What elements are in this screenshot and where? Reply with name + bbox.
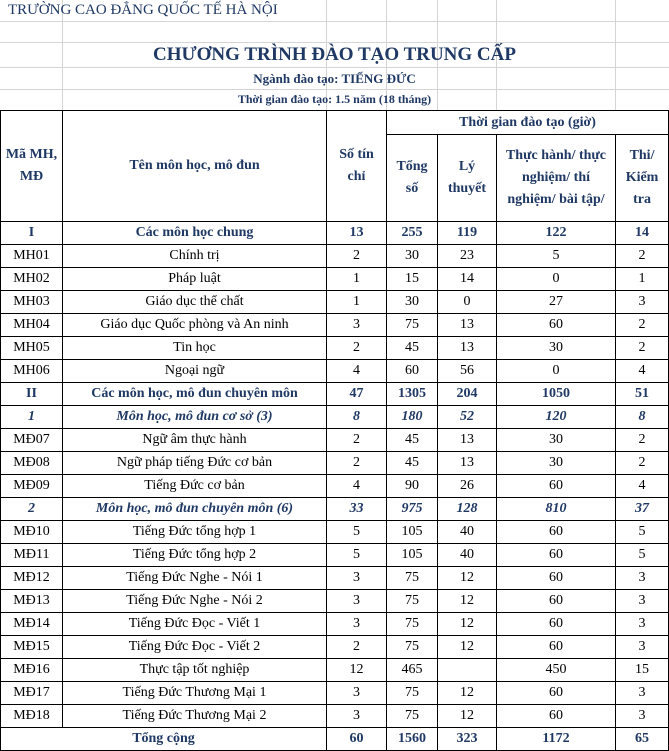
total-row (1, 728, 669, 751)
cell-practice: 60 (497, 682, 616, 705)
cell-exam: 1 (616, 268, 669, 291)
table-row (1, 268, 669, 291)
total-practice: 1172 (497, 728, 616, 751)
cell-practice: 120 (497, 406, 616, 429)
cell-practice: 60 (497, 521, 616, 544)
cell-practice: 122 (497, 222, 616, 245)
cell-theory: 13 (438, 314, 497, 337)
cell-code: MĐ07 (1, 429, 63, 452)
cell-practice: 0 (497, 360, 616, 383)
gridline (0, 42, 669, 43)
cell-total: 45 (387, 337, 438, 360)
cell-code: MĐ08 (1, 452, 63, 475)
table-row (1, 498, 669, 521)
cell-code: MH01 (1, 245, 63, 268)
cell-theory: 52 (438, 406, 497, 429)
cell-exam: 14 (616, 222, 669, 245)
cell-practice: 60 (497, 636, 616, 659)
cell-credits: 2 (327, 245, 387, 268)
total-exam: 65 (616, 728, 669, 751)
cell-credits: 33 (327, 498, 387, 521)
cell-code: MH02 (1, 268, 63, 291)
cell-practice: 60 (497, 590, 616, 613)
gridline (0, 89, 669, 90)
table-row (1, 705, 669, 728)
cell-code: MĐ15 (1, 636, 63, 659)
cell-code: 2 (1, 498, 63, 521)
total-credits: 60 (327, 728, 387, 751)
cell-total: 75 (387, 682, 438, 705)
cell-name: Tiếng Đức Đọc - Viết 2 (63, 636, 327, 659)
cell-exam: 2 (616, 452, 669, 475)
column-header-credits: Số tín chỉ (327, 111, 387, 222)
cell-name: Tiếng Đức tổng hợp 2 (63, 544, 327, 567)
cell-code: MĐ17 (1, 682, 63, 705)
cell-name: Tiếng Đức cơ bản (63, 475, 327, 498)
total-theory: 323 (438, 728, 497, 751)
column-header-exam: Thi/ Kiểm tra (616, 135, 669, 222)
cell-name: Tiếng Đức Đọc - Viết 1 (63, 613, 327, 636)
cell-total: 105 (387, 544, 438, 567)
cell-code: MĐ14 (1, 613, 63, 636)
table-row (1, 452, 669, 475)
table-row (1, 521, 669, 544)
cell-credits: 2 (327, 636, 387, 659)
cell-code: MH06 (1, 360, 63, 383)
cell-practice: 0 (497, 268, 616, 291)
cell-credits: 13 (327, 222, 387, 245)
cell-theory: 12 (438, 636, 497, 659)
table-row (1, 222, 669, 245)
cell-exam: 5 (616, 521, 669, 544)
cell-code: MH03 (1, 291, 63, 314)
table-row (1, 245, 669, 268)
column-header-theory: Lý thuyết (438, 135, 497, 222)
cell-total: 30 (387, 245, 438, 268)
table-row (1, 475, 669, 498)
cell-credits: 3 (327, 682, 387, 705)
cell-practice: 60 (497, 567, 616, 590)
cell-name: Tiếng Đức Thương Mại 1 (63, 682, 327, 705)
cell-total: 75 (387, 636, 438, 659)
cell-name: Tin học (63, 337, 327, 360)
cell-credits: 8 (327, 406, 387, 429)
cell-name: Ngữ pháp tiếng Đức cơ bản (63, 452, 327, 475)
table-row (1, 567, 669, 590)
table-row (1, 659, 669, 682)
cell-total: 15 (387, 268, 438, 291)
cell-credits: 12 (327, 659, 387, 682)
cell-practice: 60 (497, 475, 616, 498)
cell-credits: 4 (327, 475, 387, 498)
cell-practice: 450 (497, 659, 616, 682)
curriculum-table (0, 110, 669, 751)
cell-theory: 119 (438, 222, 497, 245)
table-row (1, 636, 669, 659)
cell-practice: 30 (497, 429, 616, 452)
school-name: TRƯỜNG CAO ĐẲNG QUỐC TẾ HÀ NỘI (8, 2, 278, 18)
cell-total: 90 (387, 475, 438, 498)
cell-exam: 5 (616, 544, 669, 567)
cell-theory: 12 (438, 590, 497, 613)
cell-theory: 40 (438, 521, 497, 544)
table-row (1, 590, 669, 613)
cell-name: Tiếng Đức Nghe - Nói 1 (63, 567, 327, 590)
cell-code: MĐ13 (1, 590, 63, 613)
cell-theory: 12 (438, 567, 497, 590)
cell-total: 75 (387, 613, 438, 636)
program-title: CHƯƠNG TRÌNH ĐÀO TẠO TRUNG CẤP (153, 44, 516, 65)
cell-theory: 13 (438, 337, 497, 360)
cell-exam: 4 (616, 475, 669, 498)
cell-theory: 128 (438, 498, 497, 521)
column-header-code: Mã MH, MĐ (1, 111, 63, 222)
cell-code: 1 (1, 406, 63, 429)
cell-practice: 60 (497, 613, 616, 636)
cell-practice: 810 (497, 498, 616, 521)
cell-exam: 8 (616, 406, 669, 429)
column-header-time-group: Thời gian đào tạo (giờ) (387, 111, 669, 135)
column-header-name: Tên môn học, mô đun (63, 111, 327, 222)
column-header-total: Tổng số (387, 135, 438, 222)
cell-code: MH04 (1, 314, 63, 337)
cell-theory: 40 (438, 544, 497, 567)
cell-theory: 204 (438, 383, 497, 406)
cell-total: 180 (387, 406, 438, 429)
cell-name: Môn học, mô đun chuyên môn (6) (63, 498, 327, 521)
cell-code: MĐ16 (1, 659, 63, 682)
gridline (0, 67, 669, 68)
table-row (1, 544, 669, 567)
cell-credits: 4 (327, 360, 387, 383)
cell-total: 1305 (387, 383, 438, 406)
cell-exam: 15 (616, 659, 669, 682)
cell-practice: 27 (497, 291, 616, 314)
cell-code: II (1, 383, 63, 406)
cell-name: Giáo dục Quốc phòng và An ninh (63, 314, 327, 337)
cell-theory: 26 (438, 475, 497, 498)
cell-credits: 2 (327, 452, 387, 475)
table-row (1, 429, 669, 452)
cell-exam: 3 (616, 291, 669, 314)
cell-theory: 14 (438, 268, 497, 291)
cell-theory (438, 659, 497, 682)
cell-theory: 12 (438, 682, 497, 705)
cell-name: Ngữ âm thực hành (63, 429, 327, 452)
cell-credits: 2 (327, 337, 387, 360)
cell-name: Tiếng Đức Thương Mại 2 (63, 705, 327, 728)
cell-total: 60 (387, 360, 438, 383)
cell-name: Các môn học chung (63, 222, 327, 245)
cell-name: Giáo dục thể chất (63, 291, 327, 314)
cell-total: 105 (387, 521, 438, 544)
cell-credits: 5 (327, 521, 387, 544)
cell-theory: 23 (438, 245, 497, 268)
duration-line: Thời gian đào tạo: 1.5 năm (18 tháng) (237, 92, 432, 106)
cell-credits: 1 (327, 268, 387, 291)
cell-code: I (1, 222, 63, 245)
cell-credits: 1 (327, 291, 387, 314)
cell-exam: 3 (616, 613, 669, 636)
cell-practice: 60 (497, 544, 616, 567)
cell-name: Pháp luật (63, 268, 327, 291)
cell-exam: 3 (616, 682, 669, 705)
cell-exam: 51 (616, 383, 669, 406)
cell-total: 975 (387, 498, 438, 521)
table-row (1, 337, 669, 360)
cell-code: MH05 (1, 337, 63, 360)
cell-name: Môn học, mô đun cơ sở (3) (63, 406, 327, 429)
cell-theory: 13 (438, 429, 497, 452)
cell-code: MĐ18 (1, 705, 63, 728)
gridline (0, 21, 669, 22)
table-row (1, 682, 669, 705)
cell-name: Thực tập tốt nghiệp (63, 659, 327, 682)
cell-name: Tiếng Đức Nghe - Nói 2 (63, 590, 327, 613)
cell-exam: 3 (616, 705, 669, 728)
cell-theory: 12 (438, 613, 497, 636)
cell-credits: 3 (327, 613, 387, 636)
cell-code: MĐ10 (1, 521, 63, 544)
cell-name: Các môn học, mô đun chuyên môn (63, 383, 327, 406)
cell-credits: 3 (327, 590, 387, 613)
table-body (1, 222, 669, 728)
cell-total: 75 (387, 314, 438, 337)
cell-exam: 4 (616, 360, 669, 383)
total-hours: 1560 (387, 728, 438, 751)
cell-theory: 12 (438, 705, 497, 728)
cell-credits: 47 (327, 383, 387, 406)
cell-total: 45 (387, 429, 438, 452)
major-line: Ngành đào tạo: TIẾNG ĐỨC (253, 71, 416, 86)
cell-code: MĐ11 (1, 544, 63, 567)
cell-total: 465 (387, 659, 438, 682)
cell-code: MĐ09 (1, 475, 63, 498)
cell-practice: 30 (497, 452, 616, 475)
cell-credits: 3 (327, 314, 387, 337)
cell-credits: 3 (327, 567, 387, 590)
cell-practice: 1050 (497, 383, 616, 406)
cell-name: Ngoại ngữ (63, 360, 327, 383)
table-row (1, 314, 669, 337)
cell-credits: 5 (327, 544, 387, 567)
cell-total: 30 (387, 291, 438, 314)
cell-practice: 5 (497, 245, 616, 268)
column-header-practice: Thực hành/ thực nghiệm/ thí nghiệm/ bài tập/ (497, 135, 616, 222)
cell-practice: 60 (497, 314, 616, 337)
cell-theory: 13 (438, 452, 497, 475)
cell-theory: 56 (438, 360, 497, 383)
cell-credits: 2 (327, 429, 387, 452)
cell-exam: 3 (616, 590, 669, 613)
cell-exam: 2 (616, 245, 669, 268)
cell-practice: 60 (497, 705, 616, 728)
table-row (1, 406, 669, 429)
cell-exam: 37 (616, 498, 669, 521)
cell-exam: 2 (616, 429, 669, 452)
total-label: Tổng cộng (1, 728, 327, 751)
cell-practice: 30 (497, 337, 616, 360)
cell-name: Tiếng Đức tổng hợp 1 (63, 521, 327, 544)
table-row (1, 613, 669, 636)
table-row (1, 383, 669, 406)
cell-credits: 3 (327, 705, 387, 728)
cell-code: MĐ12 (1, 567, 63, 590)
cell-total: 75 (387, 590, 438, 613)
cell-total: 255 (387, 222, 438, 245)
cell-exam: 2 (616, 337, 669, 360)
cell-exam: 3 (616, 636, 669, 659)
cell-name: Chính trị (63, 245, 327, 268)
cell-total: 75 (387, 705, 438, 728)
cell-theory: 0 (438, 291, 497, 314)
table-row (1, 291, 669, 314)
table-row (1, 360, 669, 383)
cell-total: 75 (387, 567, 438, 590)
cell-exam: 2 (616, 314, 669, 337)
cell-total: 45 (387, 452, 438, 475)
cell-exam: 3 (616, 567, 669, 590)
